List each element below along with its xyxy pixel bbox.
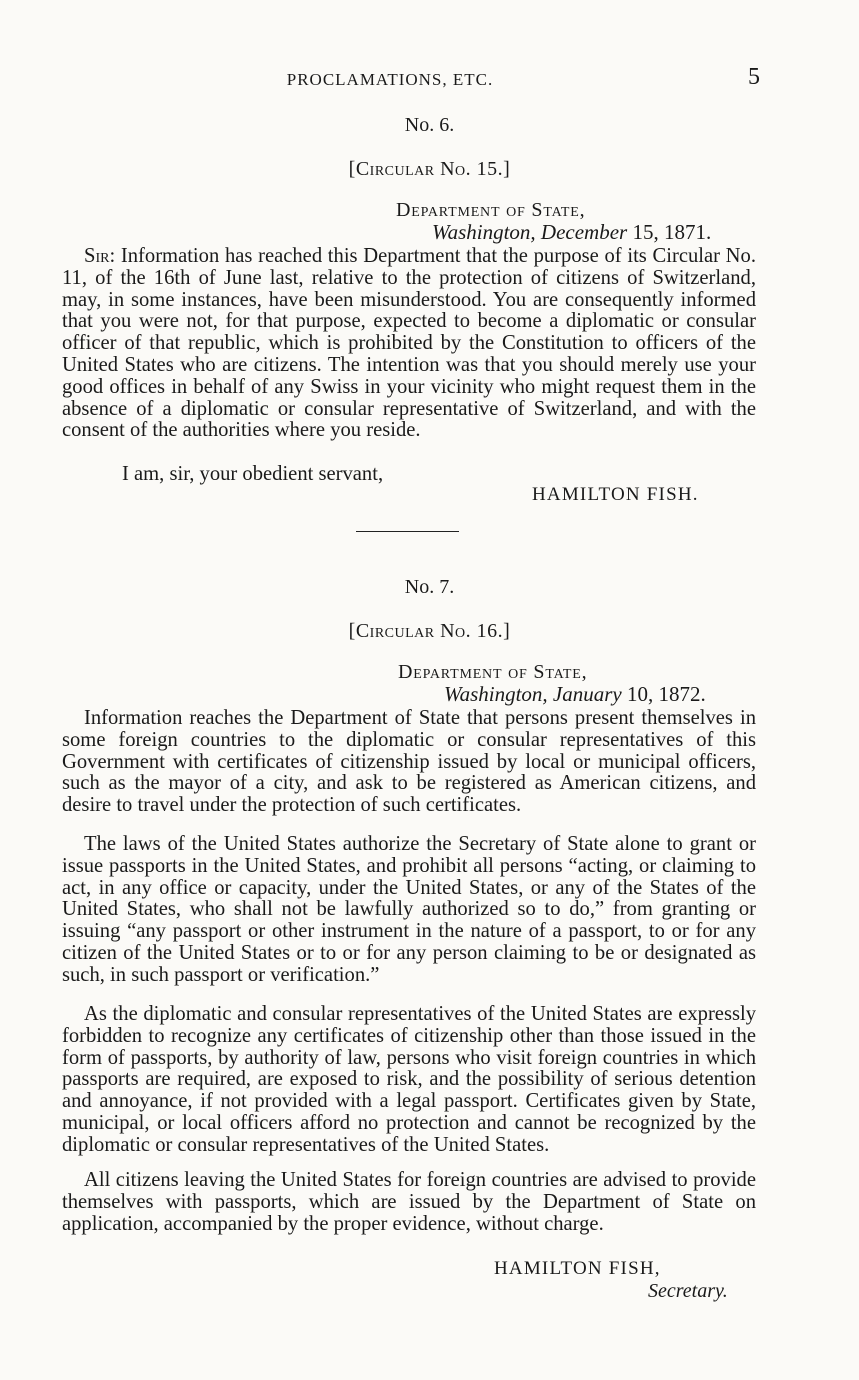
doc7-paragraph-4: All citizens leaving the United States for foreign countries are advised to provide themselves with passports, which are issued by the Department of State on application, accompanied by the proper evidence, without charge. — [62, 1169, 756, 1235]
doc7-signature-title: Secretary. — [648, 1280, 728, 1302]
doc7-date — [444, 682, 706, 707]
doc7-signature: HAMILTON FISH, — [494, 1258, 661, 1279]
doc6-body — [62, 246, 756, 442]
doc6-department: Department of State, — [396, 199, 586, 221]
page-number: 5 — [748, 64, 760, 90]
doc6-closing: I am, sir, your obedient servant, — [122, 463, 384, 485]
doc7-paragraph-2: The laws of the United States authorize the Secretary of State alone to grant or issue passports in the United States, and prohibit all persons “acting, or claiming to act, in any office or capacity, under the United States, or any of the States of the United States, who shall not be lawfully authorized so to do,” from granting or issuing “any passport or other instrument in the nature of a passport, to or for any citizen of the United States or to or for any person claiming to be or designated as such, in such passport or verification.” — [62, 833, 756, 986]
doc6-body-text: : Information has reached this Department that the purpose of its Circular No. 11, of the 16th of June last, relative to the protection of citizens of Switzerland, may, in some instances, have been misunderstood. You are consequently informed that you were not, for that purpose, expected to become a diplomatic or consular officer of that republic, which is prohibited by the Constitution to officers of the United States who are citizens. The intention was that you should merely use your good offices in behalf of any Swiss in your vicinity who might request them in the absence of a diplomatic or consular representative of Switzerland, and with the consent of the authorities where you reside. — [62, 245, 756, 442]
doc6-circular: [Circular No. 15.] — [348, 158, 511, 180]
running-head: PROCLAMATIONS, ETC. — [286, 70, 494, 89]
doc6-signature: HAMILTON FISH. — [532, 484, 699, 505]
doc7-number: No. 7. — [404, 576, 455, 598]
doc7-circular: [Circular No. 16.] — [348, 620, 511, 642]
doc7-date-month: January — [552, 682, 622, 706]
doc6-salutation: Sir — [84, 245, 110, 267]
doc7-date-rest: 10, 1872. — [627, 682, 706, 706]
doc6-number: No. 6. — [404, 114, 455, 136]
doc7-paragraph-3: As the diplomatic and consular representatives of the United States are expressly forbidden to recognize any certificates of citizenship other than those issued in the form of passports, by authority of law, persons who visit foreign countries in which passports are required, are exposed to risk, and the possibility of serious detention and annoyance, if not provided with a legal passport. Certificates given by State, municipal, or local officers afford no protection and cannot be recognized by the diplomatic or consular representatives of the United States. — [62, 1003, 756, 1156]
section-divider — [356, 531, 459, 532]
doc7-date-place: Washington, — [444, 682, 548, 706]
doc6-date-month: December — [540, 220, 628, 244]
doc7-paragraph-1: Information reaches the Department of State that persons present themselves in some foreign countries to the diplomatic or consular representatives of this Government with certificates of citizenship issued by local or municipal officers, such as the mayor of a city, and ask to be registered as American citizens, and desire to travel under the protection of such certificates. — [62, 707, 756, 817]
doc6-date-place: Washington, — [432, 220, 536, 244]
page-header — [60, 62, 760, 96]
doc6-date-rest: 15, 1871. — [632, 220, 712, 244]
doc6-date — [432, 220, 711, 245]
doc7-department: Department of State, — [398, 661, 588, 683]
